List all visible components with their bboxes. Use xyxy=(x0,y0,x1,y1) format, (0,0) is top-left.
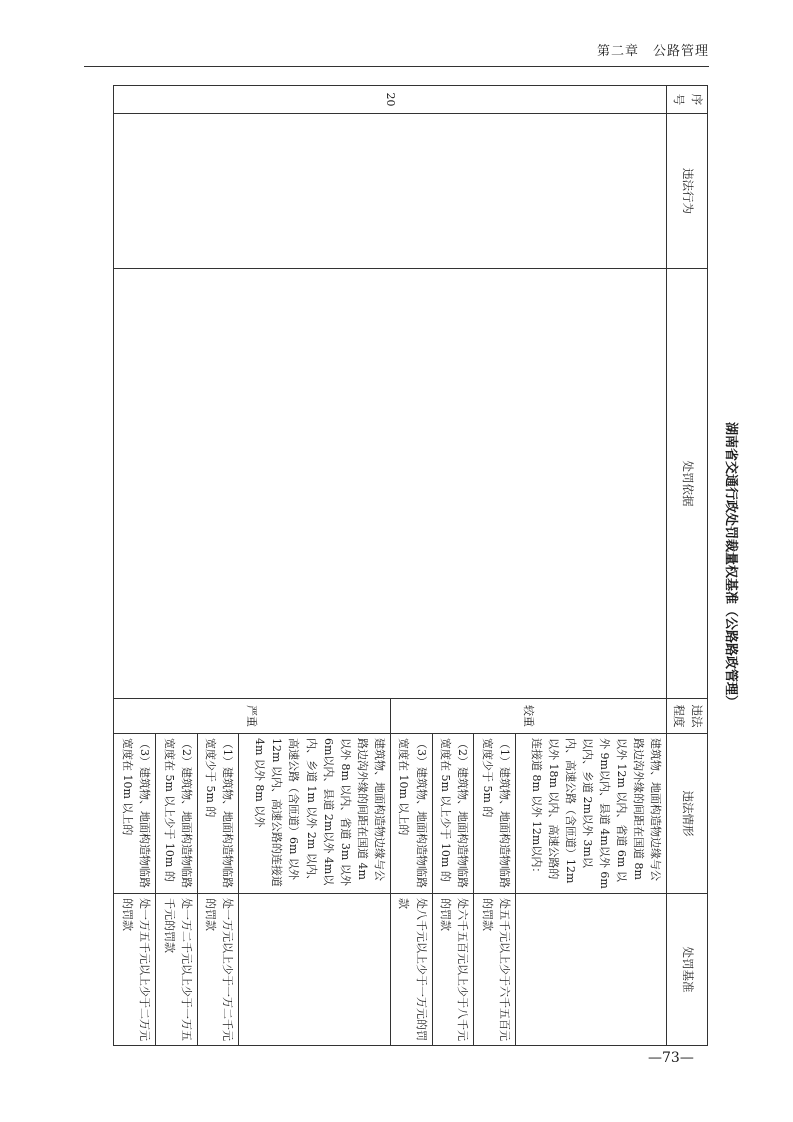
table-title: 湖南省交通行政处罚裁量权基准（公路路政管理） xyxy=(723,421,738,708)
penalty-cell-empty xyxy=(516,894,667,1046)
col-header-no: 序号 xyxy=(667,86,708,114)
penalty-cell-empty xyxy=(239,894,390,1046)
degree-cell: 严重 xyxy=(114,699,391,734)
degree-cell: 较重 xyxy=(390,699,667,734)
violation-cell xyxy=(114,114,667,269)
header-row xyxy=(667,86,708,1046)
situation-cell: （3）建筑物、地面构造物临路宽度在 10m 以上的 xyxy=(390,734,432,894)
penalty-table-frame xyxy=(113,85,738,1045)
situation-cell: （1）建筑物、地面构造物临路宽度少于 5m 的 xyxy=(197,734,239,894)
col-header-degree: 违法程度 xyxy=(667,699,708,734)
penalty-cell: 处一万元以上少于一万二千元的罚款 xyxy=(197,894,239,1046)
header-rule xyxy=(84,66,709,67)
col-header-situation: 违法情形 xyxy=(667,734,708,894)
situation-intro: 建筑物、地面构造物边缘与公路边沟外缘的间距在国道 4m 以外 8m 以内、省道 3m 以外 6m以内、县道 2m以外 4m以内、乡道 1m 以外 2m 以内、高速公路（含匝道）6m 以外 12m 以内、高速公路的连接道 4m 以外 8m 以外 xyxy=(239,734,390,894)
page-number: —73— xyxy=(648,1050,694,1066)
penalty-cell: 处五千元以上少于六千五百元的罚款 xyxy=(474,894,516,1046)
situation-cell: （3）建筑物、地面构造物临路宽度在 10m 以上的 xyxy=(114,734,156,894)
penalty-cell: 处六千五百元以上少于八千元的罚款 xyxy=(432,894,474,1046)
penalty-table-rotated xyxy=(113,85,738,1045)
basis-cell xyxy=(114,269,667,699)
situation-cell: （2）建筑物、地面构造物临路宽度在 5m 以上少于 10m 的 xyxy=(432,734,474,894)
running-header: 第二章 公路管理 xyxy=(596,44,709,59)
situation-cell: （2）建筑物、地面构造物临路宽度在 5m 以上少于 10m 的 xyxy=(155,734,197,894)
situation-intro: 建筑物、地面构造物边缘与公路边沟外缘的间距在国道 8m 以外 12m 以内、省道 6m 以外 9m以内、县道 4m以外 6m以内、乡道 2m以外 3m以内、高速公路（含匝道）12m 以外 18m 以内、高速公路的连接道 8m 以外 12m以内： xyxy=(516,734,667,894)
col-header-basis: 处罚依据 xyxy=(667,269,708,699)
penalty-cell: 处八千元以上少于一万元的罚款 xyxy=(390,894,432,1046)
col-header-penalty: 处罚基准 xyxy=(667,894,708,1046)
situation-cell: （1）建筑物、地面构造物临路宽度少于 5m 的 xyxy=(474,734,516,894)
col-header-act: 违法行为 xyxy=(667,114,708,269)
penalty-table xyxy=(113,85,708,1046)
penalty-cell: 处一万五千元以上少于二万元的罚款 xyxy=(114,894,156,1046)
row-number: 20 xyxy=(114,86,667,114)
table-row xyxy=(516,86,667,1046)
penalty-cell: 处一万二千元以上少于一万五千元的罚款 xyxy=(155,894,197,1046)
